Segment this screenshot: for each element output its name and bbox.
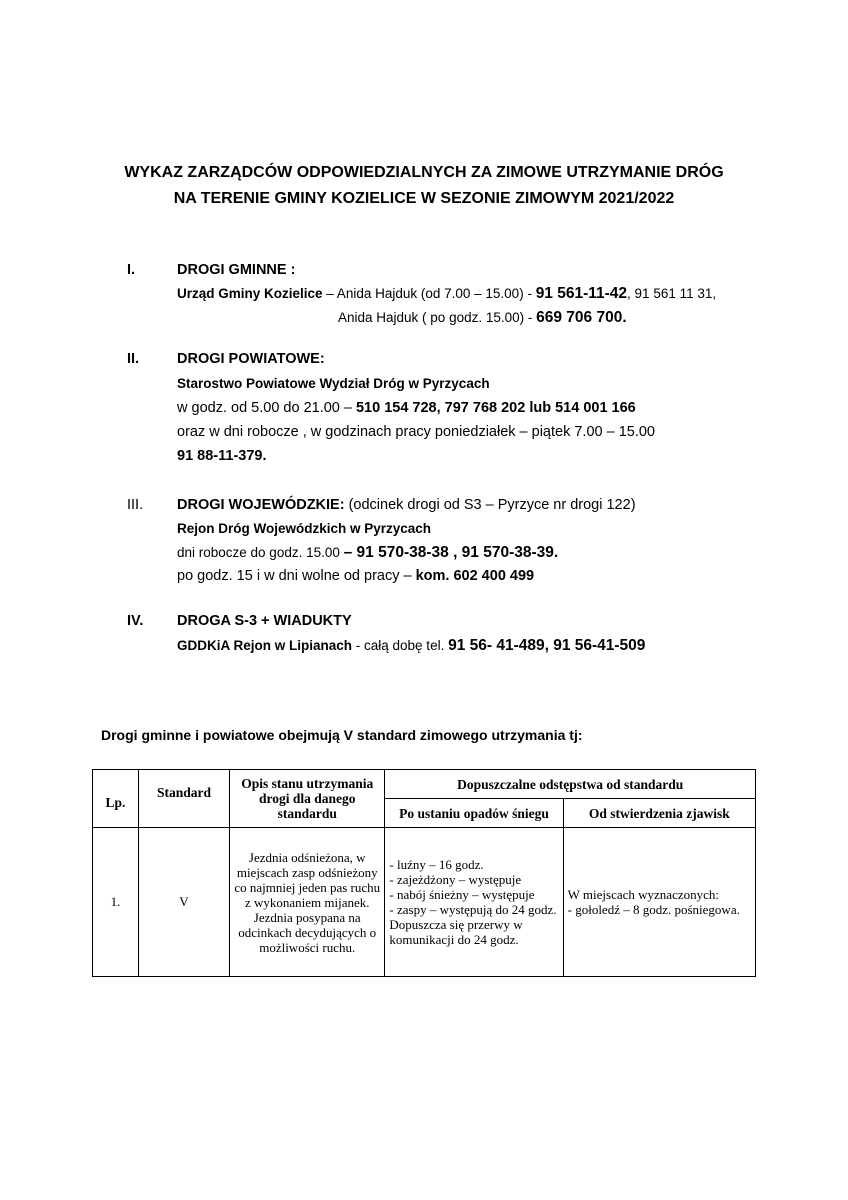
list-item: Dopuszcza się przerwy w komunikacji do 24 godz.: [389, 917, 523, 947]
contact-text: w godz. od 5.00 do 21.00 –: [177, 400, 356, 416]
contact-text: – Anida Hajduk (od 7.00 – 15.00) -: [322, 286, 536, 301]
contact-text: po godz. 15 i w dni wolne od pracy –: [177, 568, 416, 584]
section-number: II.: [127, 351, 140, 367]
cell-opis: Jezdnia odśnieżona, w miejscach zasp odśnieżony co najmniej jeden pas ruchu z wykonaniem mijanek. Jezdnia posypana na odcinkach decydujących o możliwości ruchu.: [230, 828, 385, 977]
section-heading: [177, 497, 636, 513]
section-heading: DROGA S-3 + WIADUKTY: [177, 613, 352, 629]
list-item: - luźny – 16 godz.: [389, 857, 484, 872]
contact-line: [338, 309, 627, 327]
list-item: - nabój śnieżny – występuje: [389, 887, 535, 902]
phone-numbers: 510 154 728, 797 768 202 lub 514 001 166: [355, 400, 636, 416]
heading-note: (odcinek drogi od S3 – Pyrzyce nr drogi 122): [344, 497, 636, 513]
phone-numbers: – 91 570-38-38 , 91 570-38-39.: [343, 544, 559, 561]
contact-line: [177, 285, 716, 303]
table-row: [93, 828, 756, 977]
section-number: III.: [127, 497, 144, 513]
contact-line: [177, 637, 645, 655]
office-name: GDDKiA Rejon w Lipianach: [177, 638, 353, 653]
office-name: Urząd Gminy Kozielice: [177, 286, 323, 301]
phone-number: 91 88-11-379.: [177, 448, 267, 464]
table-intro: Drogi gminne i powiatowe obejmują V standard zimowego utrzymania tj:: [101, 727, 583, 743]
contact-line: [177, 568, 534, 584]
phone-number: 669 706 700.: [536, 309, 627, 326]
list-item: - gołoledź – 8 godz. pośniegowa.: [567, 902, 740, 917]
office-name: Starostwo Powiatowe Wydział Dróg w Pyrzycach: [177, 376, 490, 391]
winter-standard-table: [92, 769, 756, 977]
section-heading: DROGI POWIATOWE:: [177, 351, 325, 367]
contact-line: [177, 400, 636, 416]
section-number: I.: [127, 262, 136, 278]
header-od-zjawisk: Od stwierdzenia zjawisk: [563, 799, 755, 828]
contact-text: Anida Hajduk ( po godz. 15.00) -: [338, 310, 537, 325]
contact-text: - całą dobę tel.: [352, 638, 449, 653]
section-heading: DROGI GMINNE :: [177, 262, 296, 278]
cell-standard: V: [138, 828, 229, 977]
list-item: W miejscach wyznaczonych:: [567, 887, 719, 902]
phone-numbers: 91 56- 41-489, 91 56-41-509: [448, 637, 646, 654]
phone-number: 91 561-11-42: [535, 285, 628, 302]
office-name: Rejon Dróg Wojewódzkich w Pyrzycach: [177, 521, 432, 536]
list-item: - zaspy – występują do 24 godz.: [389, 902, 557, 917]
contact-text: dni robocze do godz. 15.00: [177, 545, 344, 560]
cell-po-opadach: [385, 828, 563, 977]
table-header-row: [93, 770, 756, 799]
header-po-opadach: Po ustaniu opadów śniegu: [385, 799, 563, 828]
contact-text: , 91 561 11 31,: [627, 286, 717, 301]
cell-od-zjawisk: [563, 828, 755, 977]
header-odstepstwa: Dopuszczalne odstępstwa od standardu: [385, 770, 756, 799]
cell-lp: 1.: [93, 828, 139, 977]
document-title-line-2: NA TERENIE GMINY KOZIELICE W SEZONIE ZIMOWYM 2021/2022: [173, 190, 675, 207]
header-lp: Lp.: [93, 770, 139, 828]
document-title-line-1: WYKAZ ZARZĄDCÓW ODPOWIEDZIALNYCH ZA ZIMOWE UTRZYMANIE DRÓG: [124, 164, 724, 181]
phone-number: kom. 602 400 499: [415, 568, 535, 584]
header-standard: Standard: [138, 770, 229, 828]
header-opis: Opis stanu utrzymania drogi dla danego standardu: [230, 770, 385, 828]
contact-text: oraz w dni robocze , w godzinach pracy poniedziałek – piątek 7.00 – 15.00: [177, 424, 655, 440]
list-item: - zajeżdżony – występuje: [389, 872, 522, 887]
heading-label: DROGI WOJEWÓDZKIE:: [177, 497, 345, 513]
contact-line: [177, 544, 558, 562]
section-number: IV.: [127, 613, 144, 629]
